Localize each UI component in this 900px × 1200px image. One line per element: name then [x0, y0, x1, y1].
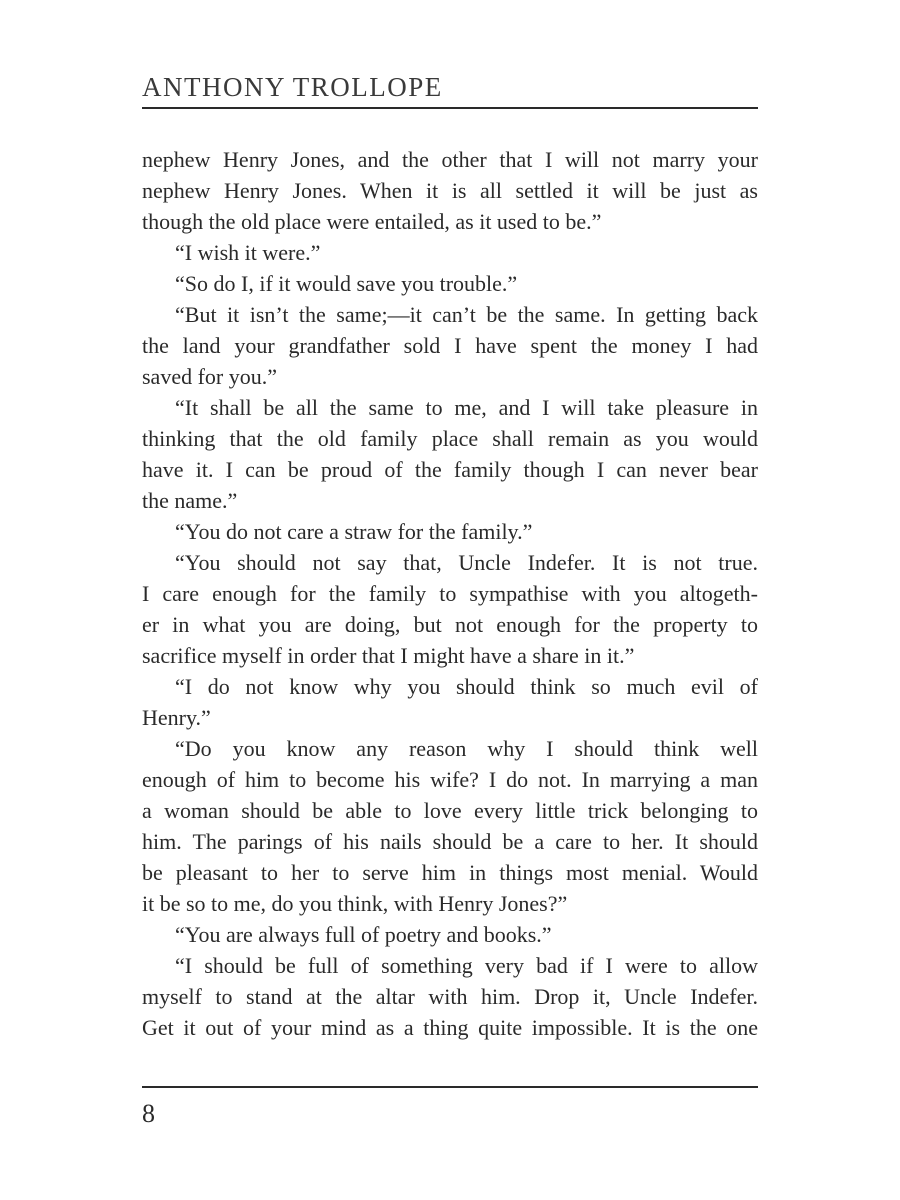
body-text	[142, 144, 758, 1043]
text-line: the name.”	[142, 488, 238, 513]
text-line: “But it isn’t the same;—it can’t be the same. In getting back	[175, 302, 758, 327]
text-line: myself to stand at the altar with him. Drop it, Uncle Indefer.	[142, 984, 758, 1009]
text-line: it be so to me, do you think, with Henry Jones?”	[142, 891, 568, 916]
text-line: nephew Henry Jones, and the other that I will not marry your	[142, 147, 758, 172]
text-line: “You are always full of poetry and books.”	[175, 922, 552, 947]
text-line: be pleasant to her to serve him in things most menial. Would	[142, 860, 758, 885]
text-line: Get it out of your mind as a thing quite impossible. It is the one	[142, 1015, 758, 1040]
text-line: I care enough for the family to sympathise with you altogeth-	[142, 581, 758, 606]
text-line: a woman should be able to love every little trick belonging to	[142, 798, 758, 823]
text-line: “I do not know why you should think so much evil of	[175, 674, 758, 699]
text-line: nephew Henry Jones. When it is all settled it will be just as	[142, 178, 758, 203]
text-line: “Do you know any reason why I should think well	[175, 736, 758, 761]
text-line: “So do I, if it would save you trouble.”	[175, 271, 518, 296]
page-number: 8	[142, 1099, 155, 1128]
header-rule	[142, 107, 758, 109]
running-head-title: ANTHONY TROLLOPE	[142, 72, 443, 102]
text-line: the land your grandfather sold I have spent the money I had	[142, 333, 758, 358]
footer-rule	[142, 1086, 758, 1088]
text-line: “I wish it were.”	[175, 240, 321, 265]
text-line: him. The parings of his nails should be a care to her. It should	[142, 829, 758, 854]
text-line: sacrifice myself in order that I might have a share in it.”	[142, 643, 635, 668]
text-line: “I should be full of something very bad if I were to allow	[175, 953, 758, 978]
text-line: have it. I can be proud of the family though I can never bear	[142, 457, 758, 482]
text-line: “You do not care a straw for the family.”	[175, 519, 533, 544]
text-line: er in what you are doing, but not enough for the property to	[142, 612, 758, 637]
text-line: “You should not say that, Uncle Indefer. It is not true.	[175, 550, 758, 575]
text-line: enough of him to become his wife? I do not. In marrying a man	[142, 767, 758, 792]
text-line: though the old place were entailed, as it used to be.”	[142, 209, 602, 234]
text-line: “It shall be all the same to me, and I will take pleasure in	[175, 395, 758, 420]
text-line: Henry.”	[142, 705, 211, 730]
text-line: thinking that the old family place shall remain as you would	[142, 426, 758, 451]
text-line: saved for you.”	[142, 364, 278, 389]
